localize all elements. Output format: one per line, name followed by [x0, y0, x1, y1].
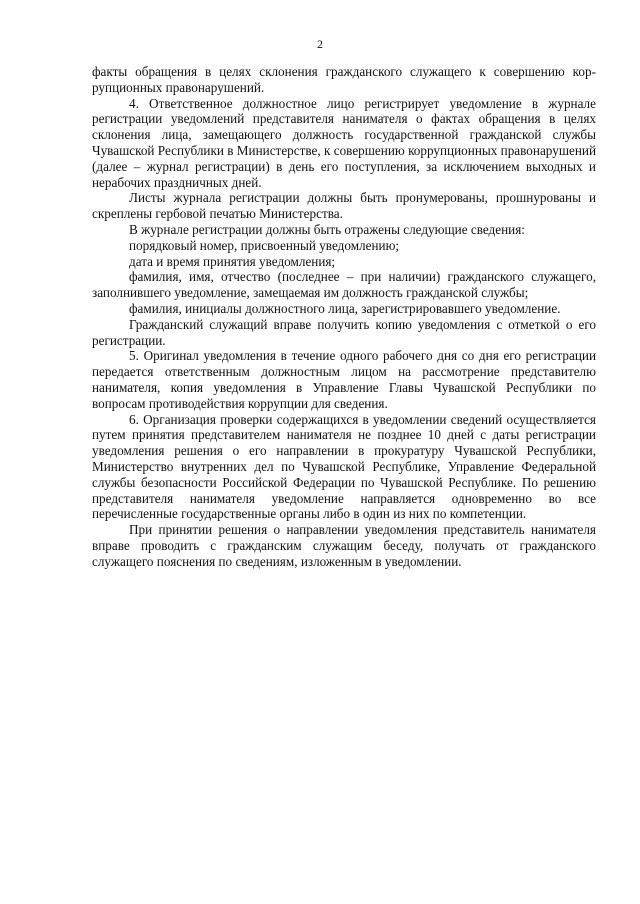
- paragraph-copy-right: Гражданский служащий вправе получить копию уведомления с отметкой о его регистрации.: [92, 316, 596, 348]
- paragraph-journal-sheets: Листы журнала регистрации должны быть пронумерованы, прошнурованы и скреплены гербовой печатью Министерства.: [92, 190, 596, 222]
- paragraph-field-employee-name: фамилия, имя, отчество (последнее – при наличии) гражданского служащего, заполнившего уведомление, замещаемая им должность гражданской службы;: [92, 269, 596, 301]
- paragraph-journal-fields-intro: В журнале регистрации должны быть отражены следующие сведения:: [129, 221, 525, 237]
- page-number: 2: [317, 37, 323, 51]
- paragraph-field-date-time: дата и время принятия уведомления;: [129, 253, 336, 269]
- paragraph-continuation: факты обращения в целях склонения гражданского служащего к совершению коррупционных правонарушений.: [92, 64, 596, 95]
- paragraph-decision-conversation: При принятии решения о направлении уведомления представитель нанимателя вправе проводить с гражданским служащим беседу, получать от гражданского служащего пояснения по сведениям, изложенным в уведомлении.: [92, 522, 596, 569]
- document-body: [92, 64, 596, 570]
- paragraph-field-registrar-name: фамилия, инициалы должностного лица, зарегистрировавшего уведомление.: [129, 300, 561, 316]
- paragraph-item-4: 4. Ответственное должностное лицо регистрирует уведомление в журнале регистрации уведомлений представителя нанимателя о фактах обращения в целях склонения лица, замещающего должность государственной гражданской службы Чувашской Республики в Министерстве, к совершению коррупционных правонарушений (далее – журнал регистрации) в день его поступления, за исключением выходных и нерабочих праздничных дней.: [92, 95, 596, 190]
- paragraph-item-5: 5. Оригинал уведомления в течение одного рабочего дня со дня его регистрации передается ответственным должностным лицом на рассмотрение представителю нанимателя, копия уведомления в Управление Главы Чувашской Республики по вопросам противодействия коррупции для сведения.: [92, 348, 596, 411]
- paragraph-item-6: 6. Организация проверки содержащихся в уведомлении сведений осуществляется путем принятия представителем нанимателя не позднее 10 дней с даты регистрации уведомления решения о его направлении в прокуратуру Чувашской Республики, Министерство внутренних дел по Чувашской Республике, Управление Федеральной службы безопасности Российской Федерации по Чувашской Республике. По решению представителя нанимателя уведомление направляется одновременно во все перечисленные государственные органы либо в один из них по компетенции.: [92, 411, 596, 522]
- paragraph-field-serial-number: порядковый номер, присвоенный уведомлению;: [129, 237, 400, 253]
